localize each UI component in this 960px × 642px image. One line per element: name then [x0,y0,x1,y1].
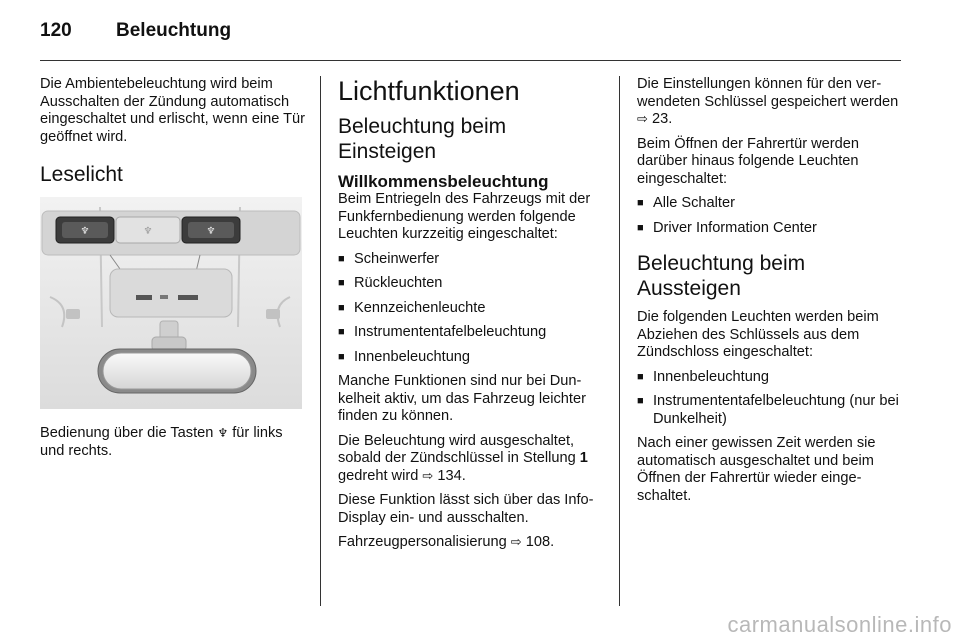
reading-light-heading: Leselicht [40,163,123,186]
welcome-lighting-heading: Willkommensbeleuchtung [338,172,549,191]
reference-arrow-icon: ⇨ [510,535,522,550]
page-reference[interactable]: 23. [651,111,673,127]
key-removal-paragraph: Die folgenden Leuchten werden beim Abziehen des Schlüssels aus dem Zündschloss eingeschaltet: [637,309,879,360]
watermark: carmanualsonline.info [727,612,952,637]
list-item: ■ Alle Schalter [637,195,903,213]
left-lamp-icon: ♆ [80,226,90,237]
column-2 [338,76,604,559]
column-3 [637,76,903,512]
list-item: ■ Innenbeleuchtung [338,349,604,367]
reading-light-figure [40,197,302,409]
light-functions-heading: Lichtfunktionen [338,76,520,106]
info-display-paragraph: Diese Funktion lässt sich über das Info-Display ein- und ausschalten. [338,492,594,526]
ambient-light-paragraph: Die Ambientebeleuchtung wird beim Ausschalten der Zündung automatisch eingeschaltet und erlischt, wenn eine Tür geöffnet wird. [40,76,306,145]
page-reference[interactable]: 108. [525,534,555,550]
reference-arrow-icon: ⇨ [422,468,434,484]
list-item: ■ Instrumententafelbeleuchtung [338,324,604,342]
darkness-paragraph: Manche Funktionen sind nur bei Dunkelheit aktiv, um das Fahrzeug leichter finden zu können. [338,373,586,424]
header-divider [40,60,901,61]
welcome-lights-list [338,251,604,367]
center-lamp-icon: ♆ [143,226,153,237]
list-item: ■ Rückleuchten [338,275,604,293]
list-item: ■ Innenbeleuchtung [637,369,903,387]
list-item: ■ Driver Information Center [637,220,903,238]
driver-door-lights-list [637,195,903,237]
page-number: 120 [40,20,72,41]
list-item: ■ Scheinwerfer [338,251,604,269]
driver-door-paragraph: Beim Öffnen der Fahrertür werden darüber hinaus folgende Leuchten eingeschaltet: [637,135,859,187]
list-item: ■ Instrumententafelbeleuchtung (nur bei Dunkelheit) [637,393,903,428]
lamp-symbol-icon: ♆ [217,426,229,440]
exit-lights-list [637,369,903,429]
reference-arrow-icon: ⇨ [637,112,648,127]
page-title: Beleuchtung [116,20,232,41]
exit-lighting-heading: Beleuchtung beim Aussteigen [637,252,806,300]
ignition-paragraph: Die Beleuchtung wird ausgeschaltet, sobald der Zündschlüssel in Stellung 1 gedreht wird ⇨ 134. [338,432,588,484]
column-divider-2 [619,76,620,606]
overhead-console-illustration [40,197,302,409]
welcome-lighting-paragraph: Beim Entriegeln des Fahrzeugs mit der Funkfernbedienung werden folgende Leuchten kurzzeitig eingeschaltet: [338,191,591,242]
column-1 [40,76,306,467]
page-reference[interactable]: 134. [437,467,466,484]
list-item: ■ Kennzeichenleuchte [338,300,604,318]
key-settings-paragraph: Die Einstellungen können für den verwendeten Schlüssel gespeichert werden ⇨ 23. [637,76,899,127]
auto-off-paragraph: Nach einer gewissen Zeit werden sie automatisch ausgeschaltet und beim Öffnen der Fahrertür wieder eingeschaltet. [637,435,876,504]
personalisation-paragraph: Fahrzeugpersonalisierung ⇨ 108. [338,534,555,550]
column-divider-1 [320,76,321,606]
entry-lighting-heading: Beleuchtung beim Einsteigen [338,115,507,163]
right-lamp-icon: ♆ [206,226,216,237]
figure-caption: Bedienung über die Tasten ♆ für links und rechts. [40,425,283,459]
